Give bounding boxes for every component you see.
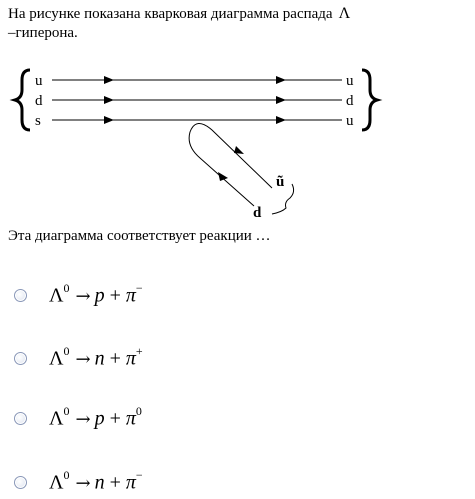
option-2-equation: $\Lambda^0 \to n + \pi^+$ — [49, 344, 143, 370]
question-text — [8, 4, 468, 43]
antiquark-u-tilde: ũ — [276, 174, 285, 190]
option-2-radio[interactable] — [14, 352, 27, 365]
right-quark-d: d — [346, 93, 354, 109]
left-quark-s: s — [35, 113, 41, 129]
left-brace — [15, 70, 30, 130]
option-3-radio[interactable] — [14, 412, 27, 425]
option-2[interactable] — [14, 346, 143, 371]
question-line1: На рисунке показана кварковая диаграмма распада — [8, 6, 333, 22]
lambda-symbol: Λ — [338, 5, 351, 22]
option-3-equation: $\Lambda^0 \to p + \pi^0$ — [49, 404, 142, 430]
answer-prompt: Эта диаграмма соответствует реакции … — [8, 228, 271, 244]
option-1-radio[interactable] — [14, 289, 27, 302]
option-4[interactable] — [14, 470, 143, 495]
quark-diagram — [0, 60, 475, 230]
pair-loop — [189, 123, 272, 206]
pair-quark-d: d — [253, 205, 262, 221]
pair-arrow-2 — [218, 172, 228, 181]
option-1[interactable] — [14, 283, 143, 308]
right-quark-u: u — [346, 73, 354, 89]
right-quark-u2: u — [346, 113, 354, 129]
pair-arrow-1 — [234, 146, 244, 154]
right-brace — [362, 70, 377, 130]
option-4-radio[interactable] — [14, 476, 27, 489]
option-1-equation: $\Lambda^0 \to p + \pi^-$ — [49, 281, 143, 307]
left-quark-u: u — [35, 73, 43, 89]
question-line2: –гиперона. — [8, 25, 78, 41]
quark-lines — [52, 80, 342, 120]
option-4-equation: $\Lambda^0 \to n + \pi^-$ — [49, 468, 143, 494]
left-quark-d: d — [35, 93, 43, 109]
option-3[interactable] — [14, 406, 142, 431]
